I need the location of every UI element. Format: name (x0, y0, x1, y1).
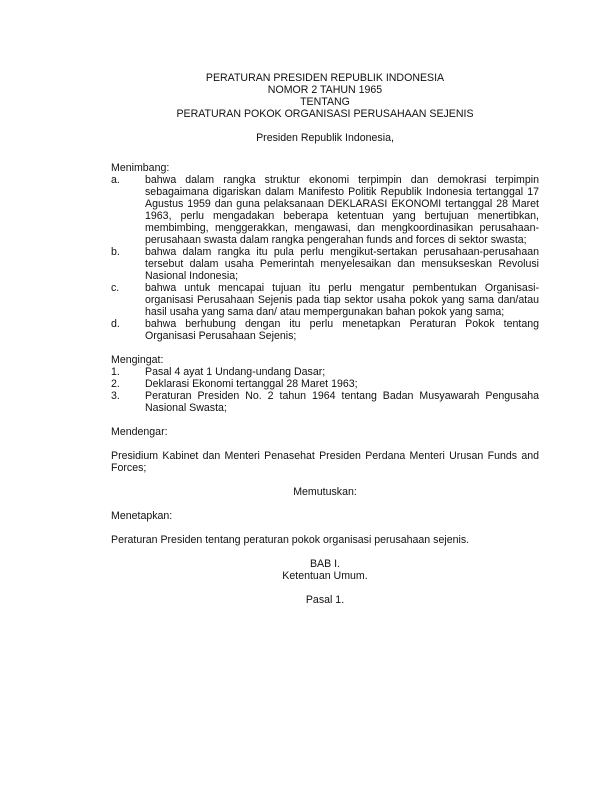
list-item: b. bahwa dalam rangka itu pula perlu mengikut-sertakan perusahaan-perusahaan tersebut dalam usaha Pemerintah menyelesaikan dan mensukseskan Revolusi Nasional Indonesia; (111, 246, 539, 282)
title-line-4: PERATURAN POKOK ORGANISASI PERUSAHAAN SEJENIS (176, 108, 474, 120)
document-page (111, 72, 539, 606)
menetapkan-text: Peraturan Presiden tentang peraturan pokok organisasi perusahaan sejenis. (111, 534, 470, 546)
list-item: d. bahwa berhubung dengan itu perlu menetapkan Peraturan Pokok tentang Organisasi Perusahaan Sejenis; (111, 318, 539, 342)
menimbang-label: Menimbang: (111, 162, 170, 174)
mendengar-text: Presidium Kabinet dan Menteri Penasehat Presiden Perdana Menteri Urusan Funds and Forces; (111, 450, 539, 474)
title-line-2: NOMOR 2 TAHUN 1965 (267, 84, 383, 96)
list-item: 2. Deklarasi Ekonomi tertanggal 28 Maret 1963; (111, 378, 358, 390)
mendengar-label: Mendengar: (111, 426, 168, 438)
mengingat-label: Mengingat: (111, 354, 164, 366)
memutuskan-heading: Memutuskan: (293, 486, 357, 498)
bab-title: Ketentuan Umum. (282, 570, 368, 582)
menetapkan-label: Menetapkan: (111, 510, 173, 522)
pasal-heading: Pasal 1. (305, 594, 345, 606)
title-line-1: PERATURAN PRESIDEN REPUBLIK INDONESIA (205, 72, 445, 84)
mengingat-list (111, 366, 539, 414)
menimbang-list (111, 174, 539, 342)
list-item: a. bahwa dalam rangka struktur ekonomi terpimpin dan demokrasi terpimpin sebagaimana digariskan dalam Manifesto Politik Republik Indonesia tertanggal 17 Agustus 1959 dan guna pelaksanaan DEKLARASI EKONOMI tertanggal 28 Maret 1963, perlu mengadakan beberapa ketentuan yang bertujuan menertibkan, membimbing, menggerakkan, mengawasi, dan mengkoordinasikan perusahaan-perusahaan swasta dalam rangka pengerahan funds and forces di sektor swasta; (111, 174, 539, 246)
bab-number: BAB I. (309, 558, 341, 570)
title-line-3: TENTANG (300, 96, 350, 108)
document-title (111, 72, 539, 120)
list-item: 3. Peraturan Presiden No. 2 tahun 1964 tentang Badan Musyawarah Pengusaha Nasional Swasta; (111, 390, 539, 414)
list-item: 1. Pasal 4 ayat 1 Undang-undang Dasar; (111, 366, 326, 378)
list-item: c. bahwa untuk mencapai tujuan itu perlu mengatur pembentukan Organisasi-organisasi Perusahaan Sejenis pada tiap sektor usaha pokok yang sama dan/atau hasil usaha yang sama dan/ atau mempergunakan bahan pokok yang sama; (111, 282, 539, 318)
issuer: Presiden Republik Indonesia, (256, 132, 394, 144)
